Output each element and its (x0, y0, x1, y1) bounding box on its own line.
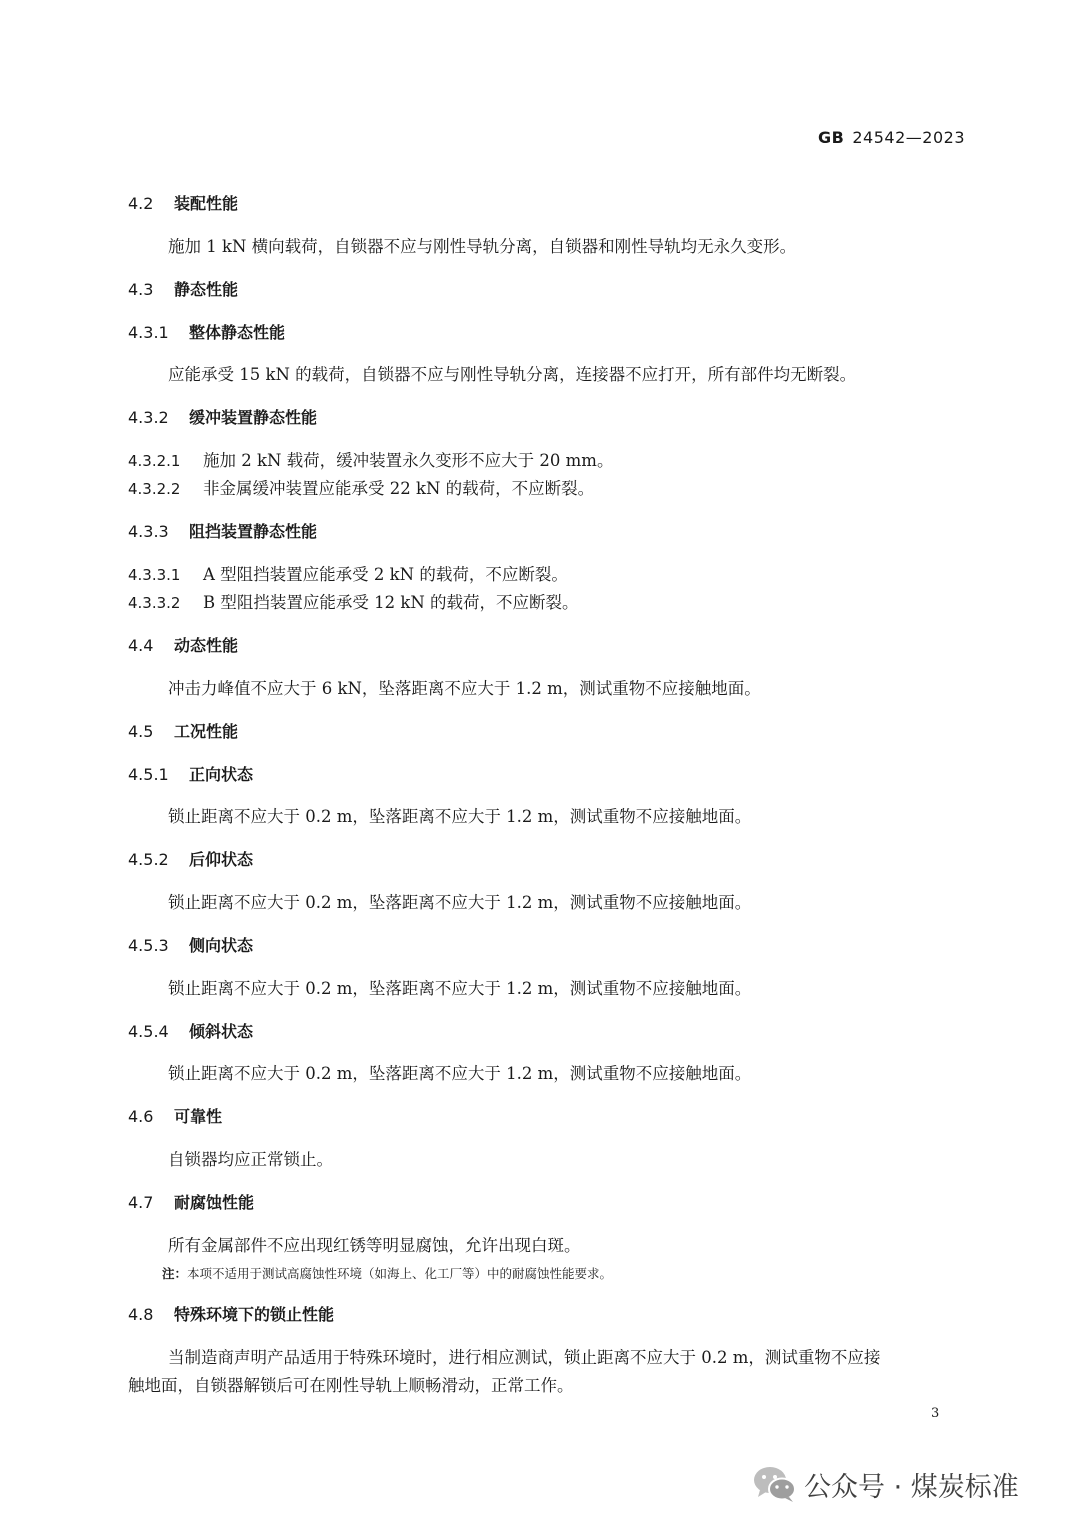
paragraph-4-8-line-2: 触地面，自锁器解锁后可在刚性导轨上顺畅滑动，正常工作。 (128, 1376, 574, 1395)
clause-text: A 型阻挡装置应能承受 2 kN 的载荷，不应断裂。 (203, 565, 568, 584)
note-label: 注： (162, 1266, 188, 1281)
heading-number: 4.5.1 (128, 765, 169, 784)
heading-4-6 (128, 1106, 222, 1128)
heading-number: 4.7 (128, 1193, 154, 1212)
heading-4-5 (128, 721, 238, 743)
heading-title: 装配性能 (174, 194, 239, 213)
watermark-text: 公众号 · 煤炭标准 (804, 1471, 1019, 1503)
heading-number: 4.2 (128, 194, 154, 213)
heading-title: 整体静态性能 (189, 323, 286, 342)
heading-4-5-2 (128, 849, 253, 871)
heading-title: 可靠性 (174, 1107, 223, 1126)
heading-number: 4.5 (128, 722, 154, 741)
clause-number: 4.3.2.1 (128, 452, 181, 470)
heading-title: 特殊环境下的锁止性能 (174, 1305, 335, 1324)
paragraph-4-5-2: 锁止距离不应大于 0.2 m，坠落距离不应大于 1.2 m，测试重物不应接触地面。 (168, 893, 752, 912)
heading-4-8 (128, 1304, 334, 1326)
heading-number: 4.8 (128, 1305, 154, 1324)
clause-number: 4.3.3.2 (128, 594, 181, 612)
note-text: 本项不适用于测试高腐蚀性环境（如海上、化工厂等）中的耐腐蚀性能要求。 (187, 1266, 613, 1281)
heading-title: 工况性能 (174, 722, 239, 741)
heading-number: 4.4 (128, 636, 154, 655)
heading-number: 4.3 (128, 280, 154, 299)
heading-number: 4.3.1 (128, 323, 169, 342)
heading-title: 静态性能 (174, 280, 239, 299)
heading-number: 4.5.4 (128, 1022, 169, 1041)
watermark (752, 1464, 1019, 1504)
heading-4-3-2 (128, 407, 317, 429)
clause-4-3-2-2 (128, 478, 594, 500)
heading-title: 阻挡装置静态性能 (189, 522, 318, 541)
paragraph-4-5-1: 锁止距离不应大于 0.2 m，坠落距离不应大于 1.2 m，测试重物不应接触地面。 (168, 807, 752, 826)
note-4-7 (162, 1265, 612, 1283)
clause-text: 非金属缓冲装置应能承受 22 kN 的载荷，不应断裂。 (203, 479, 595, 498)
paragraph-4-5-4: 锁止距离不应大于 0.2 m，坠落距离不应大于 1.2 m，测试重物不应接触地面。 (168, 1064, 752, 1083)
heading-title: 正向状态 (189, 765, 254, 784)
heading-title: 缓冲装置静态性能 (189, 408, 318, 427)
heading-4-7 (128, 1192, 254, 1214)
heading-number: 4.3.3 (128, 522, 169, 541)
heading-number: 4.6 (128, 1107, 154, 1126)
heading-4-5-4 (128, 1021, 253, 1043)
heading-number: 4.3.2 (128, 408, 169, 427)
paragraph-4-8-line-1: 当制造商声明产品适用于特殊环境时，进行相应测试，锁止距离不应大于 0.2 m，测试重物不应接 (168, 1348, 881, 1367)
heading-4-3-3 (128, 521, 317, 543)
heading-title: 耐腐蚀性能 (174, 1193, 255, 1212)
paragraph-4-6: 自锁器均应正常锁止。 (168, 1150, 333, 1169)
paragraph-4-5-3: 锁止距离不应大于 0.2 m，坠落距离不应大于 1.2 m，测试重物不应接触地面。 (168, 979, 752, 998)
clause-text: B 型阻挡装置应能承受 12 kN 的载荷，不应断裂。 (203, 593, 579, 612)
standard-number: 24542—2023 (852, 128, 965, 147)
paragraph-4-7: 所有金属部件不应出现红锈等明显腐蚀，允许出现白斑。 (168, 1236, 581, 1255)
heading-title: 倾斜状态 (189, 1022, 254, 1041)
clause-number: 4.3.2.2 (128, 480, 181, 498)
paragraph-4-2: 施加 1 kN 横向载荷，自锁器不应与刚性导轨分离，自锁器和刚性导轨均无永久变形。 (168, 237, 797, 256)
clause-4-3-3-2 (128, 592, 579, 614)
clause-4-3-2-1 (128, 450, 613, 472)
heading-title: 侧向状态 (189, 936, 254, 955)
heading-4-3 (128, 279, 238, 301)
heading-4-3-1 (128, 322, 285, 344)
wechat-icon (752, 1464, 798, 1504)
heading-title: 后仰状态 (189, 850, 254, 869)
heading-title: 动态性能 (174, 636, 239, 655)
heading-4-2 (128, 193, 238, 215)
page-number: 3 (931, 1406, 940, 1421)
paragraph-4-3-1: 应能承受 15 kN 的载荷，自锁器不应与刚性导轨分离，连接器不应打开，所有部件均无断裂。 (168, 365, 857, 384)
heading-number: 4.5.2 (128, 850, 169, 869)
clause-4-3-3-1 (128, 564, 568, 586)
heading-4-4 (128, 635, 238, 657)
heading-number: 4.5.3 (128, 936, 169, 955)
clause-number: 4.3.3.1 (128, 566, 181, 584)
standard-prefix: GB (818, 128, 845, 147)
heading-4-5-3 (128, 935, 253, 957)
standard-code (818, 128, 965, 147)
clause-text: 施加 2 kN 载荷，缓冲装置永久变形不应大于 20 mm。 (203, 451, 614, 470)
heading-4-5-1 (128, 764, 253, 786)
paragraph-4-4: 冲击力峰值不应大于 6 kN，坠落距离不应大于 1.2 m，测试重物不应接触地面。 (168, 679, 761, 698)
